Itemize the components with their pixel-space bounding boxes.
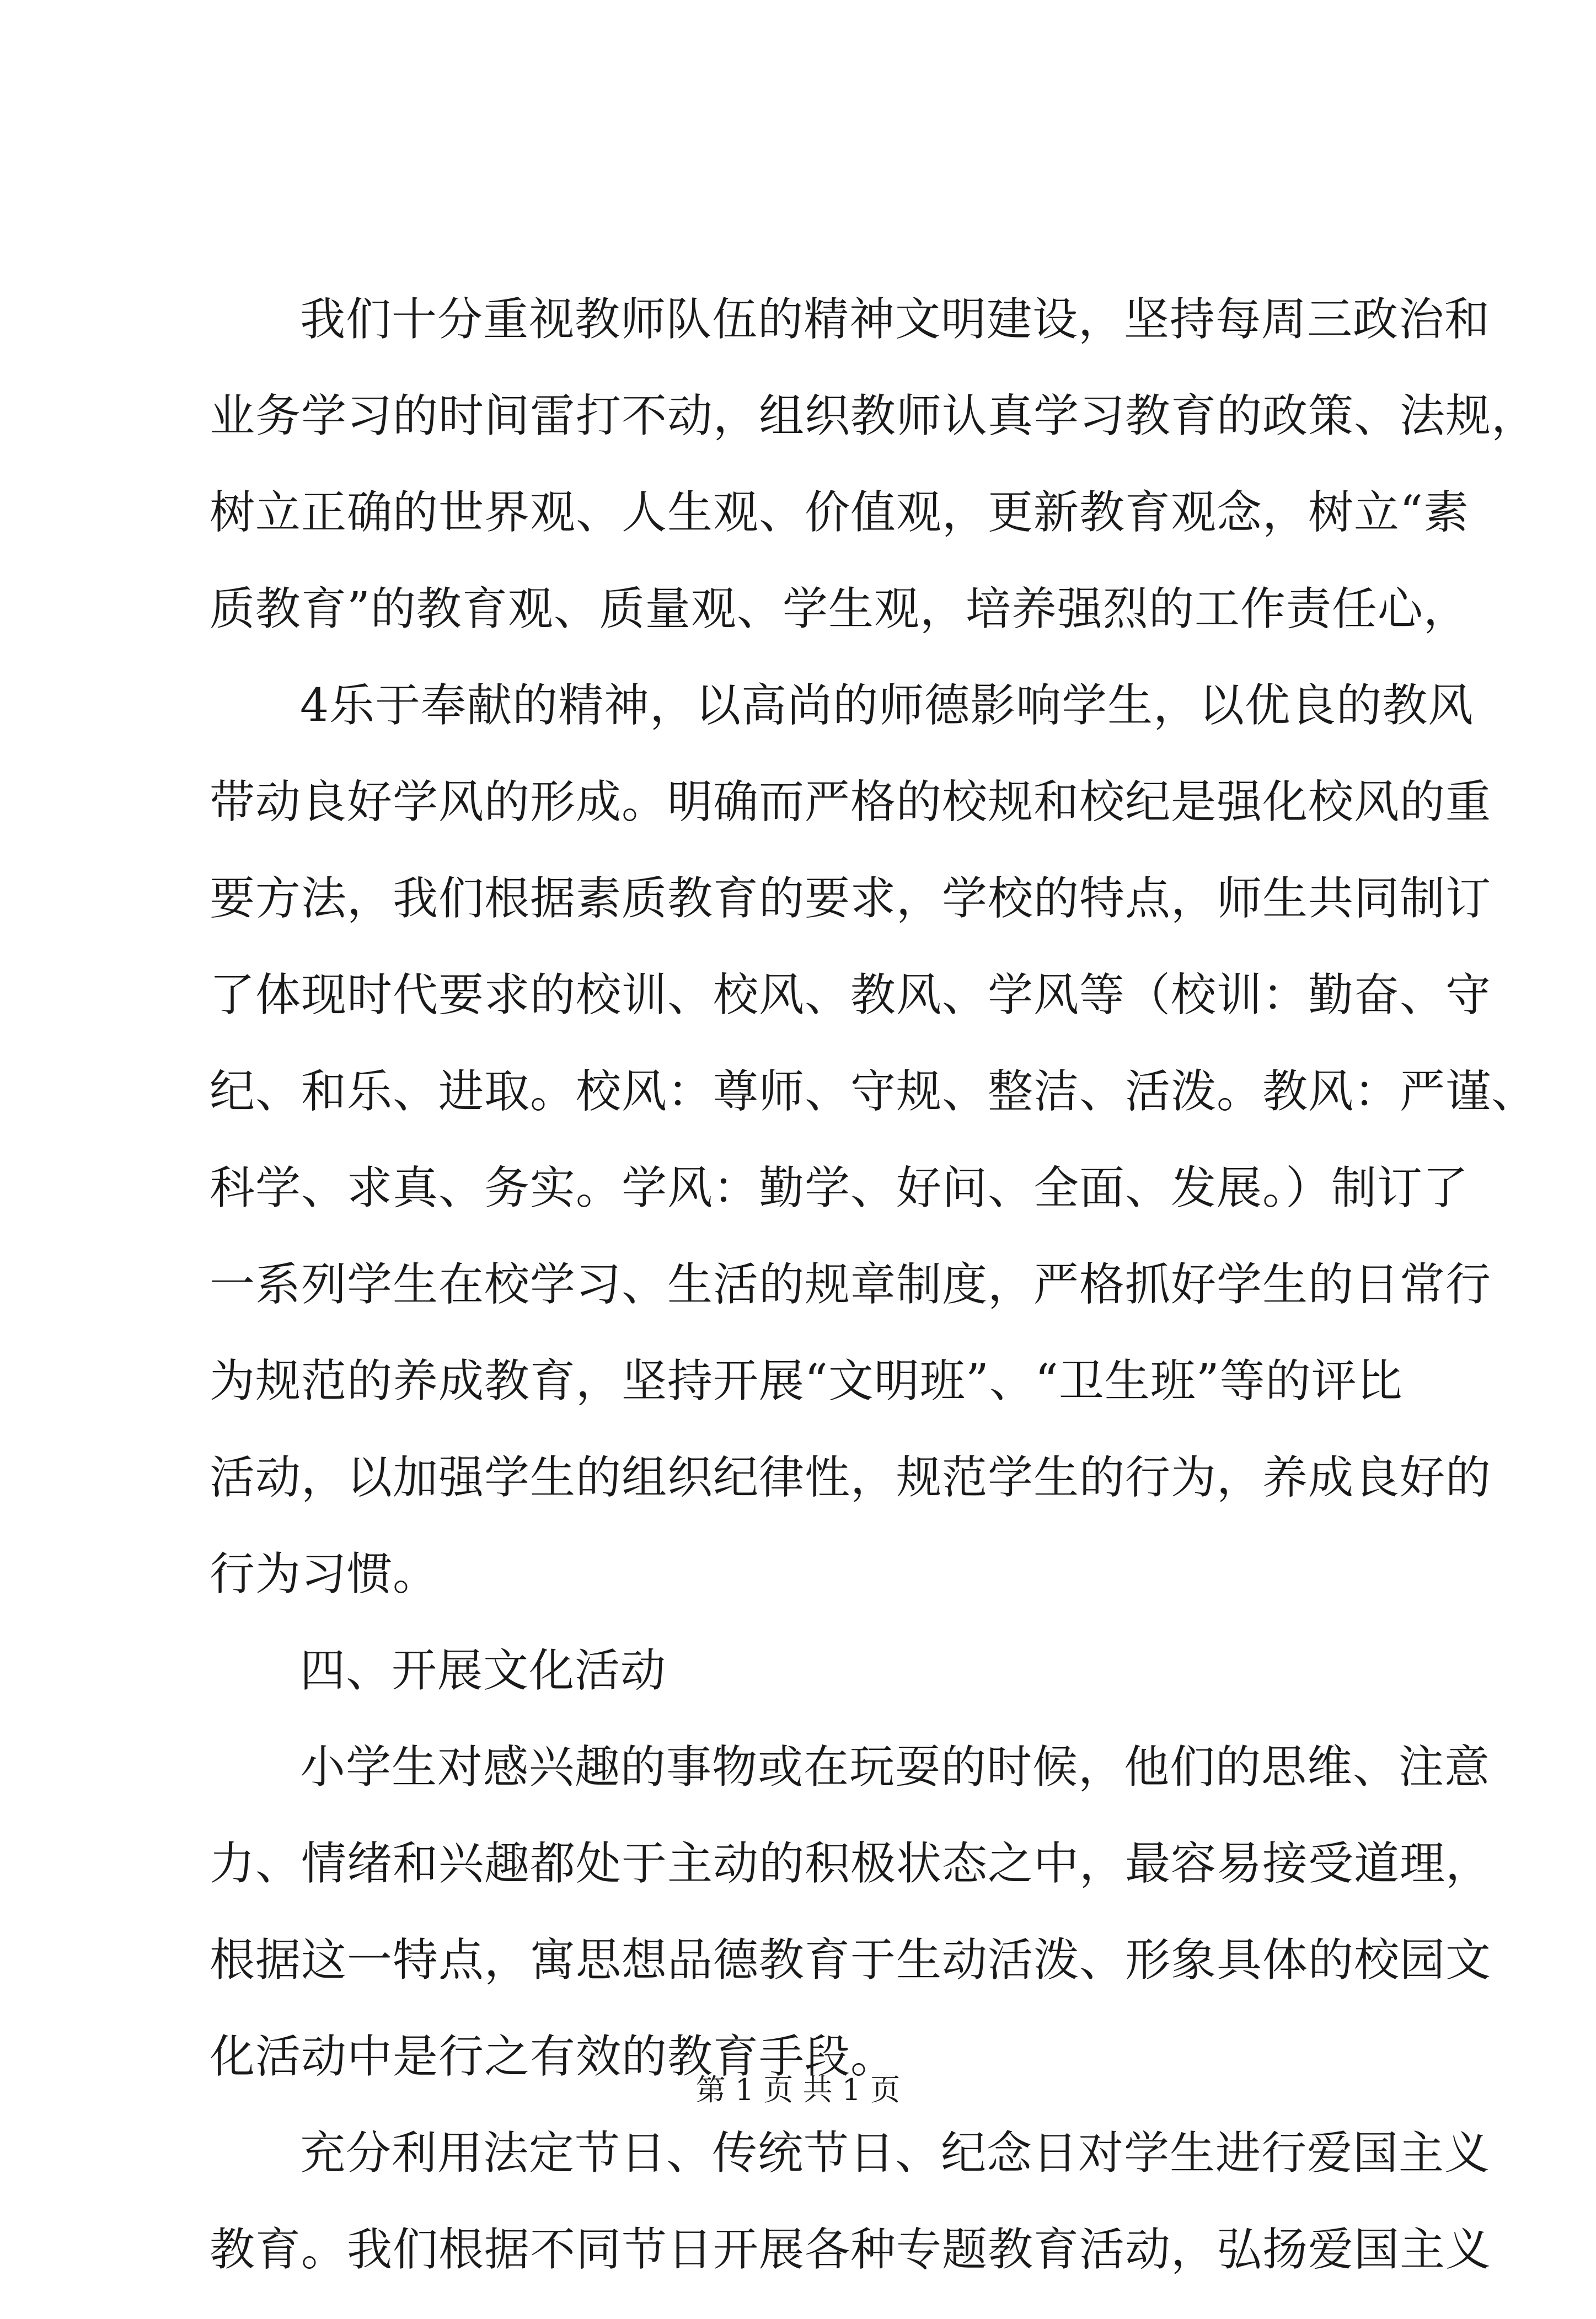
text-line: 4乐于奉献的精神，以高尚的师德影响学生，以优良的教风 (300, 679, 1474, 732)
text-line: 活动，以加强学生的组织纪律性，规范学生的行为，养成良好的 (210, 1452, 1492, 1504)
section-heading: 四、开展文化活动 (300, 1645, 667, 1697)
text-line: 根据这一特点，寓思想品德教育于生动活泼、形象具体的校园文 (210, 1934, 1492, 1986)
text-line: 业务学习的时间雷打不动，组织教师认真学习教育的政策、法规， (210, 390, 1538, 442)
text-line: 化活动中是行之有效的教育手段。 (210, 2031, 897, 2083)
text-line: 为规范的养成教育，坚持开展“文明班”、“卫生班”等的评比 (210, 1355, 1403, 1407)
text-line: 充分利用法定节日、传统节日、纪念日对学生进行爱国主义 (300, 2127, 1491, 2179)
text-line: 科学、求真、务实。学风：勤学、好问、全面、发展。）制订了 (210, 1162, 1469, 1214)
text-line: 带动良好学风的形成。明确而严格的校规和校纪是强化校风的重 (210, 776, 1492, 828)
text-line: 我们十分重视教师队伍的精神文明建设，坚持每周三政治和 (300, 293, 1491, 346)
page-number-footer: 第 1 页 共 1 页 (695, 2072, 901, 2107)
text-line: 一系列学生在校学习、生活的规章制度，严格抓好学生的日常行 (210, 1258, 1492, 1311)
text-line: 要方法，我们根据素质教育的要求，学校的特点，师生共同制订 (210, 872, 1492, 925)
text-line: 树立正确的世界观、人生观、价值观，更新教育观念，树立“素 (210, 486, 1469, 539)
text-line: 小学生对感兴趣的事物或在玩耍的时候，他们的思维、注意 (300, 1741, 1491, 1793)
text-line: 质教育”的教育观、质量观、学生观，培养强烈的工作责任心， (210, 583, 1469, 635)
text-line: 了体现时代要求的校训、校风、教风、学风等（校训：勤奋、守 (210, 969, 1492, 1021)
document-body (210, 292, 1538, 2319)
text-line: 力、情绪和兴趣都处于主动的积极状态之中，最容易接受道理， (210, 1838, 1492, 1890)
text-line: 行为习惯。 (210, 1548, 439, 1600)
text-line: 纪、和乐、进取。校风：尊师、守规、整洁、活泼。教风：严谨、 (210, 1065, 1538, 1118)
text-line: 教育。我们根据不同节日开展各种专题教育活动，弘扬爱国主义 (210, 2224, 1492, 2276)
